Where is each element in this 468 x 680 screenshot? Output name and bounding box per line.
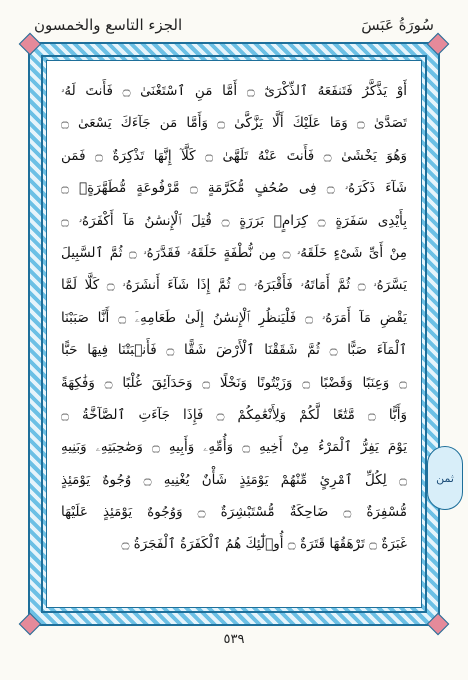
surah-title: سُورَةُ عَبَسَ — [361, 16, 434, 34]
juz-title: الجزء التاسع والخمسون — [34, 16, 183, 34]
verse-line: شَآءَ ذَكَرَهُۥ ۝ فِى صُحُفٍ مُّكَرَّمَةٍ ۝ مَّرْفُوعَةٍ مُّطَهَّرَةٍۭ ۝ — [61, 180, 407, 197]
verse-line: يَسَّرَهُۥ ۝ ثُمَّ أَمَاتَهُۥ فَأَقْبَرَهُۥ ۝ ثُمَّ إِذَا شَآءَ أَنشَرَهُۥ ۝ كَلَّا لَمَّا — [61, 277, 407, 294]
verse-line: يَقْضِ مَآ أَمَرَهُۥ ۝ فَلْيَنظُرِ ٱلْإِنسَٰنُ إِلَىٰ طَعَامِهِۦٓ ۝ أَنَّا صَبَبْنَا — [61, 309, 407, 326]
verse-line: غَبَرَةٌ ۝ تَرْهَقُهَا قَتَرَةٌ ۝ أُو۟لَٰٓئِكَ هُمُ ٱلْكَفَرَةُ ٱلْفَجَرَةُ ۝ — [121, 536, 407, 553]
verse-line: يَوْمَ يَفِرُّ ٱلْمَرْءُ مِنْ أَخِيهِ ۝ وَأُمِّهِۦ وَأَبِيهِ ۝ وَصَٰحِبَتِهِۦ وَبَنِيهِ — [61, 439, 407, 456]
hizb-marker-label: ثمن — [436, 471, 454, 485]
page-header — [34, 10, 434, 40]
verse-line: تَصَدَّىٰ ۝ وَمَا عَلَيْكَ أَلَّا يَزَّكَّىٰ ۝ وَأَمَّا مَن جَآءَكَ يَسْعَىٰ ۝ — [61, 115, 407, 132]
verse-line: ٱلْمَآءَ صَبًّا ۝ ثُمَّ شَقَقْنَا ٱلْأَرْضَ شَقًّا ۝ فَأَنۢبَتْنَا فِيهَا حَبًّا — [61, 342, 407, 359]
verse-line: بِأَيْدِى سَفَرَةٍ ۝ كِرَامٍۭ بَرَرَةٍ ۝ قُتِلَ ٱلْإِنسَٰنُ مَآ أَكْفَرَهُۥ ۝ — [61, 212, 407, 229]
verse-line: مِنْ أَىِّ شَىْءٍ خَلَقَهُۥ ۝ مِن نُّطْفَةٍ خَلَقَهُۥ فَقَدَّرَهُۥ ۝ ثُمَّ ٱلسَّبِيلَ — [61, 244, 407, 261]
verse-line: وَهُوَ يَخْشَىٰ ۝ فَأَنتَ عَنْهُ تَلَهَّىٰ ۝ كَلَّآ إِنَّهَا تَذْكِرَةٌ ۝ فَمَن — [61, 147, 407, 164]
verse-line: ۝ وَعِنَبًا وَقَضْبًا ۝ وَزَيْتُونًا وَنَخْلًا ۝ وَحَدَآئِقَ غُلْبًا ۝ وَفَٰكِهَةً — [61, 374, 407, 391]
verse-line: وَأَبًّا ۝ مَّتَٰعًا لَّكُمْ وَلِأَنْعَٰمِكُمْ ۝ فَإِذَا جَآءَتِ ٱلصَّآخَّةُ ۝ — [61, 406, 407, 423]
page-frame — [28, 42, 440, 626]
page-number: ٥٣٩ — [223, 632, 245, 647]
verse-line: مُّسْفِرَةٌ ۝ ضَاحِكَةٌ مُّسْتَبْشِرَةٌ ۝ وَوُجُوهٌ يَوْمَئِذٍ عَلَيْهَا — [61, 504, 407, 521]
verse-line: ۝ لِكُلِّ ٱمْرِئٍ مِّنْهُمْ يَوْمَئِذٍ شَأْنٌ يُغْنِيهِ ۝ وُجُوهٌ يَوْمَئِذٍ — [61, 471, 407, 488]
verses-panel — [46, 60, 422, 608]
hizb-quarter-marker — [427, 446, 463, 510]
verse-line: أَوْ يَذَّكَّرُ فَتَنفَعَهُ ٱلذِّكْرَىٰٓ ۝ أَمَّا مَنِ ٱسْتَغْنَىٰ ۝ فَأَنتَ لَهُۥ — [61, 83, 407, 99]
